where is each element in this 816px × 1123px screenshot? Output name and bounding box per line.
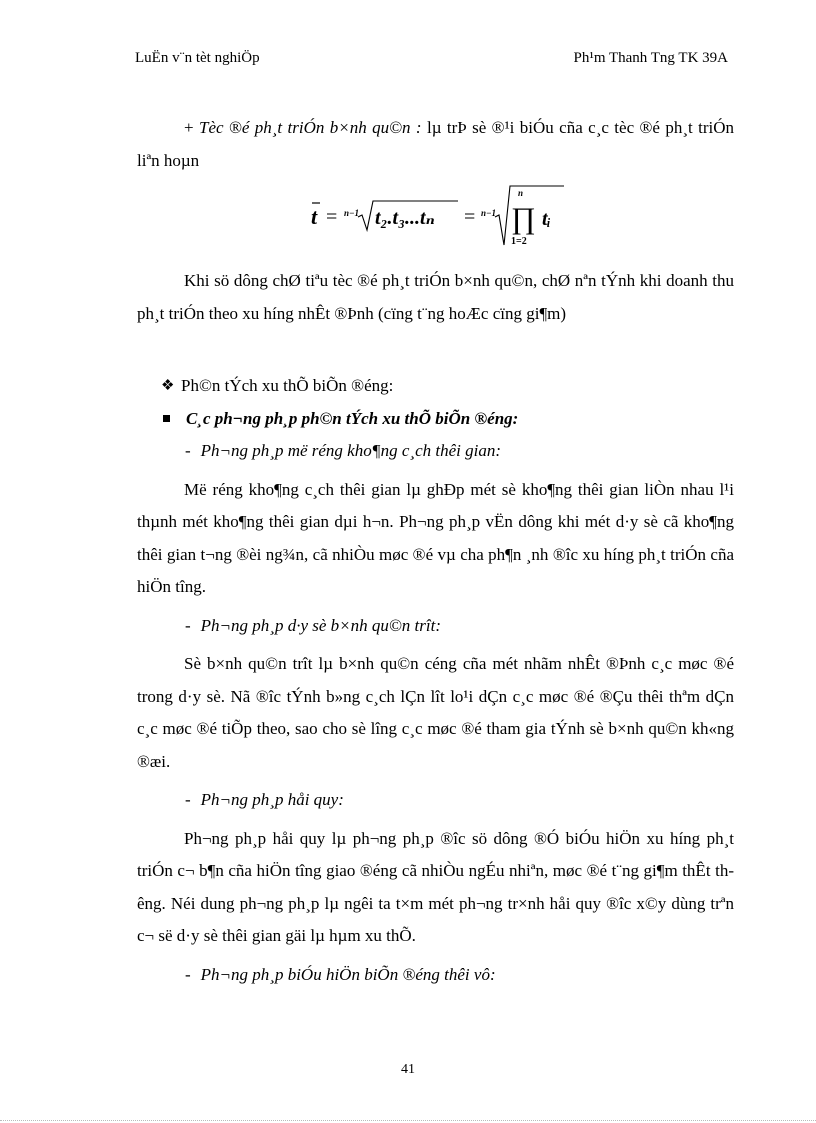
method-body-1: Më réng kho¶ng c¸ch thêi gian lµ ghÐp mét sè kho¶ng thêi gian liÒn nhau l¹i thµnh mét kho¶ng thêi gian dµi h¬n. Ph¬ng ph¸p vËn dông khi mét d·y sè cã kho¶ng thêi gian t¬ng ®èi ng¾n, cã nhiÒu møc ®é vµ cha ph¶n ¸nh ®îc xu híng ph¸t triÓn cña hiÖn tîng. xyxy=(137,479,734,596)
dash-marker: - xyxy=(185,615,191,635)
formula-prod-upper: n xyxy=(517,188,523,198)
method-body-3: Ph¬ng ph¸p håi quy lµ ph¬ng ph¸p ®îc sö dông ®Ó biÓu hiÖn xu híng ph¸t triÓn c¬ b¶n cña hiÖn tîng giao ®éng cã nhiÒu ngÉu nhiªn, møc ®é t¨ng gi¶m thÊt thêng. Néi dung ph¬ng ph¸p lµ ngêi ta t×m mét ph¬ng tr×nh håi quy ®îc x©y dùng trªn c¬ së d·y sè thêi gian gäi lµ hµm xu thÕ. xyxy=(137,828,734,945)
page-header-right: Ph¹m Thanh Tng TK 39A xyxy=(573,50,728,66)
dash-marker: - xyxy=(185,441,191,460)
page-bottom-rule xyxy=(0,1120,816,1121)
subsection-title: C¸c ph¬ng ph¸p ph©n tÝch xu thÕ biÕn ®éng: xyxy=(186,408,519,428)
diamond-bullet-icon: ❖ xyxy=(161,378,175,394)
paragraph-mean-growth: Khi sö dông chØ tiªu tèc ®é ph¸t triÓn b×nh qu©n, chØ nªn tÝnh khi doanh thu ph¸t triÓn theo xu híng nhÊt ®Þnh (cïng t¨ng hoÆc cïng gi¶m) xyxy=(137,271,734,323)
formula-index-1: n−1 xyxy=(343,208,359,218)
formula-intro-rest: lµ trÞ sè ®¹i biÓu cña c¸c tèc ®é ph¸t triÓn liªn hoµn xyxy=(137,118,735,170)
method-title-1 xyxy=(137,435,734,468)
method-title-4 xyxy=(137,959,734,992)
method-title-3 xyxy=(137,784,734,817)
dash-marker: - xyxy=(185,964,191,984)
formula-svg xyxy=(306,183,566,249)
formula xyxy=(137,183,734,249)
formula-intro-term: Tèc ®é ph¸t triÓn b×nh qu©n : xyxy=(198,118,422,137)
page-number: 41 xyxy=(401,1062,415,1077)
method-title-3-text: Ph¬ng ph¸p håi quy: xyxy=(200,790,344,809)
formula-index-2: n−1 xyxy=(480,208,496,218)
formula-equals-2: = xyxy=(463,206,475,228)
formula-intro-prefix: + xyxy=(184,118,199,137)
formula-equals-1: = xyxy=(325,206,337,228)
section-heading xyxy=(137,370,734,403)
method-title-4-text: Ph¬ng ph¸p biÓu hiÖn biÕn ®éng thêi vô: xyxy=(200,964,496,984)
page-body xyxy=(137,112,734,991)
product-symbol: ∏ xyxy=(510,202,536,235)
formula-radicand-1: t₂.t₃...tₙ xyxy=(374,207,435,229)
method-title-1-text: Ph¬ng ph¸p më réng kho¶ng c¸ch thêi gian: xyxy=(200,441,501,460)
square-bullet-icon xyxy=(163,415,170,422)
formula-intro-paragraph xyxy=(137,112,734,177)
method-title-2 xyxy=(137,610,734,643)
formula-lhs: t xyxy=(310,204,317,229)
subsection-heading xyxy=(137,403,734,436)
formula-prod-term: tᵢ xyxy=(541,208,551,230)
section-title: Ph©n tÝch xu thÕ biÕn ®éng: xyxy=(181,376,394,395)
page-header-left: LuËn v¨n tèt nghiÖp xyxy=(135,50,260,66)
dash-marker: - xyxy=(185,790,191,809)
method-body-2: Sè b×nh qu©n trît lµ b×nh qu©n céng cña mét nhãm nhÊt ®Þnh c¸c møc ®é trong d·y sè. Nã ®îc tÝnh b»ng c¸ch lÇn lît lo¹i dÇn c¸c møc ®é ®Çu thêi thªm dÇn c¸c møc ®é tiÕp theo, sao cho sè lîng c¸c møc ®é tham gia tÝnh sè b×nh qu©n kh«ng ®æi. xyxy=(137,654,734,771)
formula-prod-lower: 1=2 xyxy=(510,236,527,247)
method-title-2-text: Ph¬ng ph¸p d·y sè b×nh qu©n trît: xyxy=(200,615,441,635)
